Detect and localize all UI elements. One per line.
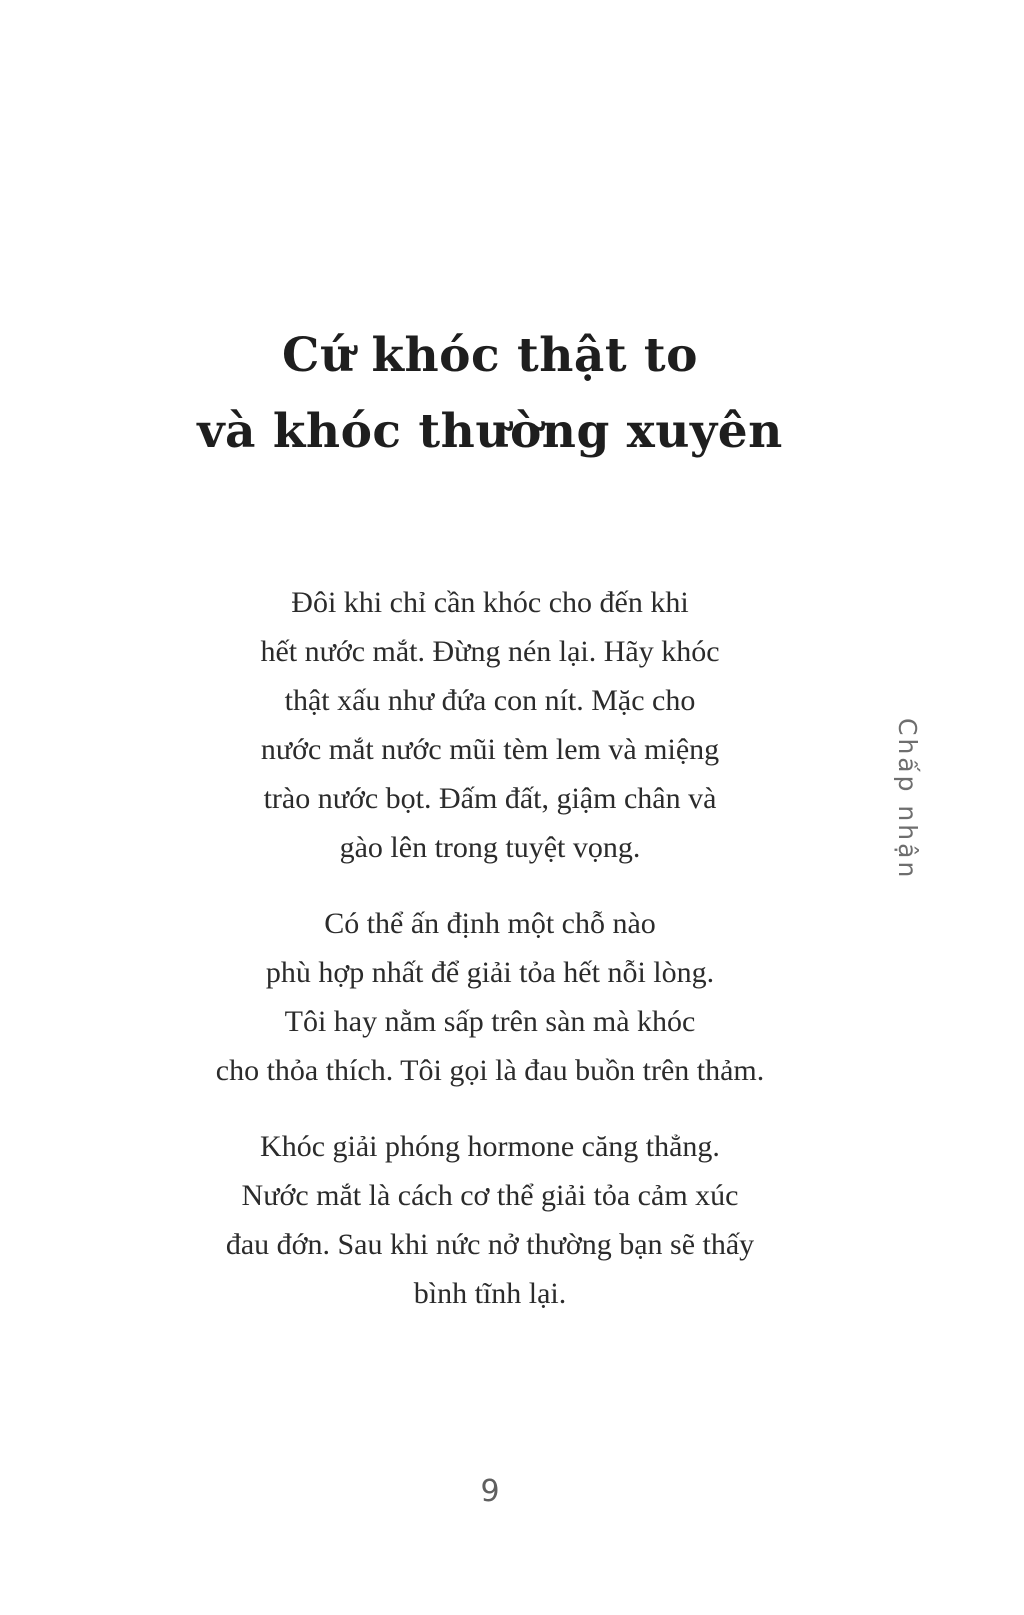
paragraph-2-line: phù hợp nhất để giải tỏa hết nỗi lòng. [265, 956, 715, 989]
paragraph-3-line: Khóc giải phóng hormone căng thẳng. [260, 1130, 720, 1163]
paragraph-3-line: bình tĩnh lại. [413, 1277, 567, 1310]
paragraph-2-line: Có thể ấn định một chỗ nào [324, 907, 656, 940]
paragraph-1-line: nước mắt nước mũi tèm lem và miệng [260, 733, 720, 766]
paragraph-1-line: thật xấu như đứa con nít. Mặc cho [284, 684, 696, 717]
paragraph-1-line: hết nước mắt. Đừng nén lại. Hãy khóc [260, 635, 720, 668]
chapter-title [0, 318, 980, 470]
section-side-label: Chấp nhận [893, 718, 922, 881]
chapter-title-line-1: Cứ khóc thật to [282, 328, 698, 383]
paragraph-2 [0, 899, 980, 1095]
body-text [0, 578, 980, 1318]
paragraph-3-line: đau đớn. Sau khi nức nở thường bạn sẽ thấy [225, 1228, 755, 1261]
paragraph-3-line: Nước mắt là cách cơ thể giải tỏa cảm xúc [241, 1179, 739, 1212]
paragraph-1-line: Đôi khi chỉ cần khóc cho đến khi [291, 586, 689, 619]
page-number: 9 [480, 1474, 500, 1509]
paragraph-2-line: cho thỏa thích. Tôi gọi là đau buồn trên thảm. [215, 1054, 765, 1087]
paragraph-1 [0, 578, 980, 872]
chapter-title-line-2: và khóc thường xuyên [197, 404, 783, 459]
paragraph-3 [0, 1122, 980, 1318]
paragraph-2-line: Tôi hay nằm sấp trên sàn mà khóc [284, 1005, 696, 1038]
paragraph-1-line: gào lên trong tuyệt vọng. [339, 831, 641, 864]
paragraph-1-line: trào nước bọt. Đấm đất, giậm chân và [263, 782, 717, 815]
